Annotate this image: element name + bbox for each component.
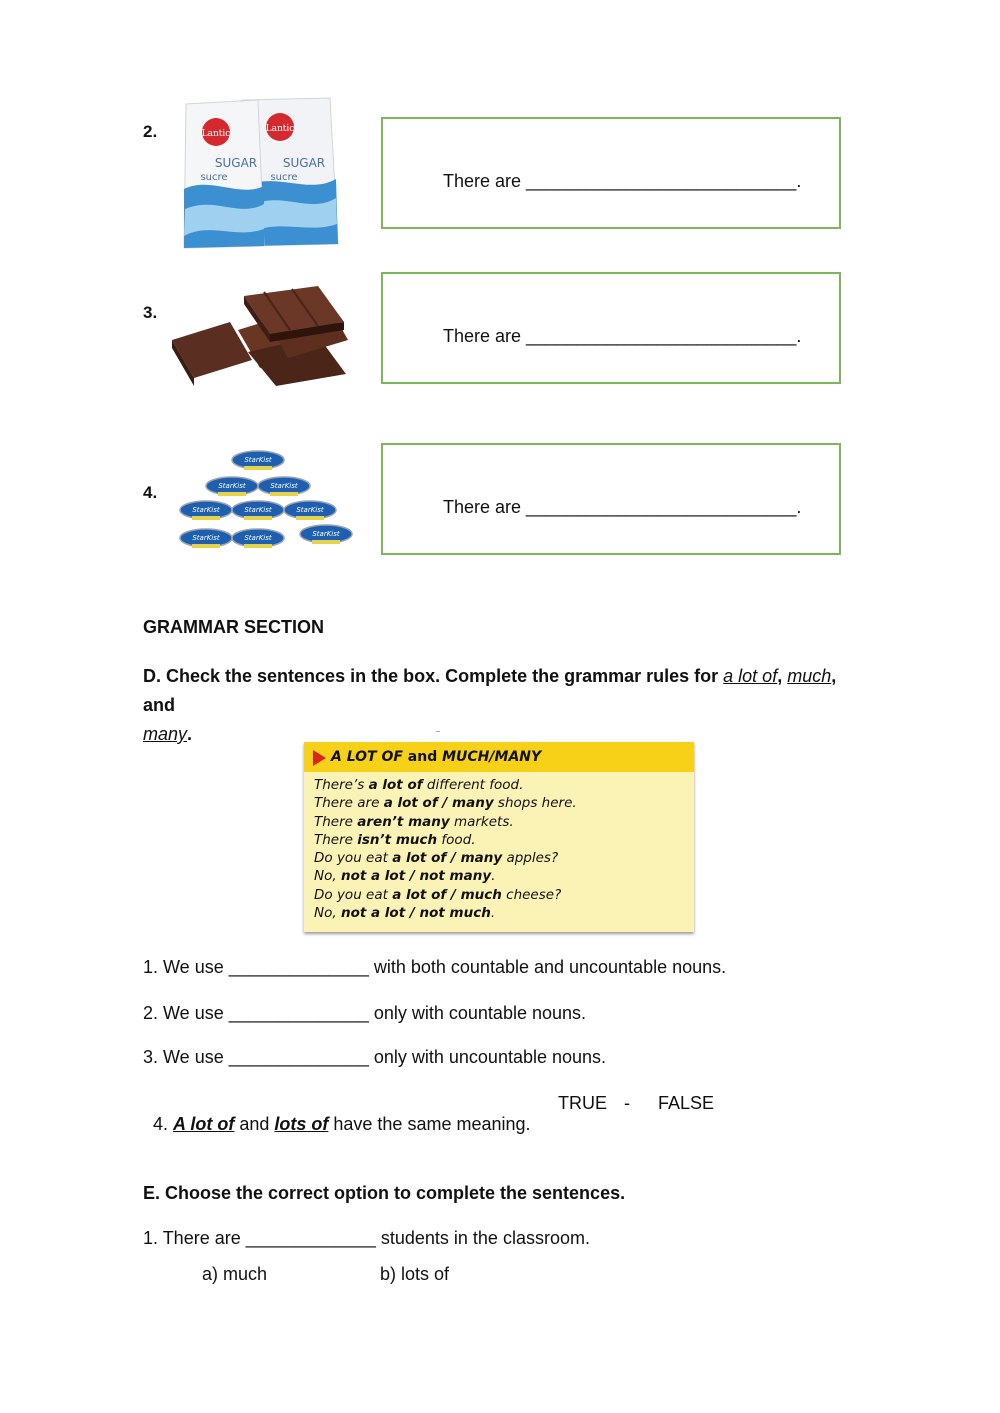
- term-much: much: [787, 666, 832, 686]
- svg-text:StarKist: StarKist: [244, 506, 272, 514]
- option-a[interactable]: a) much: [202, 1264, 268, 1284]
- example-sentence: No, not a lot / not many.: [314, 868, 496, 885]
- exercise-number: 3.: [143, 303, 158, 322]
- svg-text:StarKist: StarKist: [192, 534, 220, 542]
- sugar-bags-image: [180, 94, 340, 250]
- question-1[interactable]: 1. There are _____________ students in the classroom.: [143, 1228, 590, 1248]
- example-sentence: Do you eat a lot of / much cheese?: [314, 886, 562, 903]
- true-option[interactable]: TRUE: [558, 1093, 607, 1113]
- exercise-number: 2.: [143, 122, 158, 141]
- exercise-number: 4.: [143, 483, 158, 502]
- grammar-box: [304, 742, 694, 932]
- example-sentence: Do you eat a lot of / many apples?: [314, 850, 559, 867]
- svg-text:StarKist: StarKist: [312, 530, 340, 538]
- answer-box: [381, 272, 841, 384]
- grammar-section-title: GRAMMAR SECTION: [143, 617, 324, 637]
- example-sentence: There isn’t much food.: [314, 831, 476, 848]
- svg-text:StarKist: StarKist: [244, 534, 272, 542]
- example-sentence: There are a lot of / many shops here.: [314, 795, 577, 812]
- grammar-box-examples: [304, 772, 694, 922]
- sugar-brand-text-front: Lantic: [201, 129, 231, 139]
- sugar-brand-text-back: Lantic: [265, 124, 295, 134]
- section-d-instructions: D. Check the sentences in the box. Complete the grammar rules for a lot of, much, and many.: [143, 666, 837, 744]
- svg-text:StarKist: StarKist: [270, 482, 298, 490]
- svg-text:sucre: sucre: [270, 172, 298, 183]
- example-sentence: There’s a lot of different food.: [314, 777, 524, 793]
- svg-text:SUGAR: SUGAR: [214, 156, 258, 170]
- example-sentence: There aren’t many markets.: [314, 813, 514, 830]
- svg-text:StarKist: StarKist: [218, 482, 246, 490]
- answer-box: [381, 443, 841, 555]
- section-e-title: E. Choose the correct option to complete the sentences.: [143, 1183, 626, 1203]
- grammar-box-header: [304, 742, 694, 772]
- answer-box: [381, 117, 841, 229]
- chocolate-image: [168, 282, 354, 386]
- term-many: many: [143, 724, 188, 744]
- answer-sentence[interactable]: There are ___________________________.: [443, 326, 802, 346]
- grammar-box-title: A LOT OF and MUCH/MANY: [331, 749, 542, 765]
- answer-sentence[interactable]: There are ___________________________.: [443, 497, 802, 517]
- svg-text:StarKist: StarKist: [296, 506, 324, 514]
- false-option[interactable]: FALSE: [658, 1093, 715, 1113]
- term-a-lot-of: a lot of: [723, 666, 778, 686]
- tuna-cans-image: [176, 444, 358, 556]
- svg-text:sucre: sucre: [200, 172, 228, 183]
- divider-mark: [436, 731, 440, 732]
- true-false-separator: -: [624, 1093, 630, 1113]
- term-a-lot-of-bold: A lot of: [173, 1114, 235, 1134]
- example-sentence: No, not a lot / not much.: [314, 905, 496, 922]
- svg-text:SUGAR: SUGAR: [282, 156, 326, 170]
- svg-text:StarKist: StarKist: [192, 506, 220, 514]
- grammar-rule-3[interactable]: 3. We use ______________ only with uncountable nouns.: [143, 1047, 607, 1067]
- triangle-arrow-icon: [313, 750, 326, 766]
- term-lots-of-bold: lots of: [274, 1114, 329, 1134]
- sugar-bag-front: [184, 100, 264, 248]
- grammar-rule-4: 4. A lot of and lots of have the same meaning.: [153, 1114, 531, 1134]
- answer-sentence[interactable]: There are ___________________________.: [443, 171, 802, 191]
- grammar-rule-1[interactable]: 1. We use ______________ with both countable and uncountable nouns.: [143, 957, 727, 977]
- option-b[interactable]: b) lots of: [380, 1264, 450, 1284]
- grammar-rule-2[interactable]: 2. We use ______________ only with countable nouns.: [143, 1003, 587, 1023]
- svg-text:StarKist: StarKist: [244, 456, 272, 464]
